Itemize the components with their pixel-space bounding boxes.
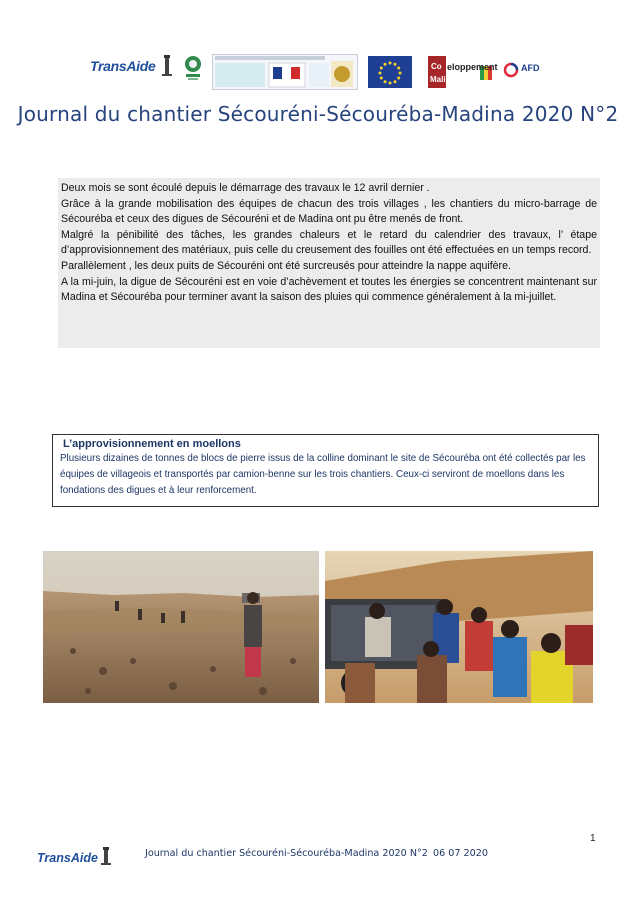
intro-paragraph: Malgré la pénibilité des tâches, les grandes chaleurs et le retard du calendrier des travaux, l’ étape d’approvisionnement des matériaux, puis celle du creusement des fouilles ont été effectuées en un temps record. — [61, 228, 597, 257]
footer-transaide-logo: TransAide — [37, 851, 117, 871]
intro-paragraph: Parallèlement , les deux puits de Sécouréni ont été surcreusés pour atteindre la nappe aquifère. — [61, 259, 511, 272]
page-title: Journal du chantier Sécouréni-Sécouréba-Madina 2020 N°2 — [17, 102, 619, 126]
afd-logo: AFD — [503, 61, 549, 79]
section-body: Plusieurs dizaines de tonnes de blocs de pierre issus de la colline dominant le site de Sécouréba ont été collectés par les équipes de villageois et transportés par camion-benne sur les trois chantiers. Ceux-ci serviront de moellons dans les fondations des digues et à leur renforcement. — [60, 453, 586, 496]
section-heading: L’approvisionnement en moellons — [63, 438, 241, 450]
lighthouse-icon — [160, 52, 174, 78]
eu-stars-icon — [368, 56, 412, 88]
svg-text:Mali: Mali — [430, 75, 446, 84]
footer-lighthouse-icon — [100, 845, 112, 867]
hillside-photo-image — [43, 551, 319, 703]
transaide-logo: TransAide — [90, 58, 180, 82]
footer-journal-title: Journal du chantier Sécouréni-Sécouréba-Madina 2020 N°2 — [145, 848, 428, 859]
moellons-section-box — [52, 434, 599, 507]
truck-photo-image — [325, 551, 593, 703]
page-number: 1 — [590, 833, 596, 844]
photo-truck-loading — [325, 551, 593, 703]
codev-mali-logo: Co Mali eloppement — [428, 56, 492, 88]
partner-green-logo — [181, 54, 205, 82]
footer-date: 06 07 2020 — [433, 848, 488, 859]
svg-text:Co: Co — [431, 62, 442, 71]
partners-logos-icon — [213, 55, 357, 89]
codev-mali-icon — [428, 56, 492, 88]
eu-flag-logo — [368, 56, 412, 88]
intro-paragraph: Grâce à la grande mobilisation des équipes de chacun des trois villages , les chantiers du micro-barrage de Sécouréba et ceux des digues de Sécouréni et de Madina ont pu être menés de front. — [61, 197, 597, 226]
photo-hillside-stone-collection — [43, 551, 319, 703]
afd-ring-icon — [503, 62, 519, 78]
intro-paragraph: A la mi-juin, la digue de Sécouréni est en voie d’achèvement et toutes les énergies se concentrent maintenant sur Madina et Sécouréba pour terminer avant la saison des pluies qui commence généralement à la mi-juillet. — [61, 275, 597, 304]
intro-text-block — [58, 178, 600, 348]
partners-logo-strip — [212, 54, 358, 90]
intro-paragraph: Deux mois se sont écoulé depuis le démarrage des travaux le 12 avril dernier . — [61, 182, 430, 194]
